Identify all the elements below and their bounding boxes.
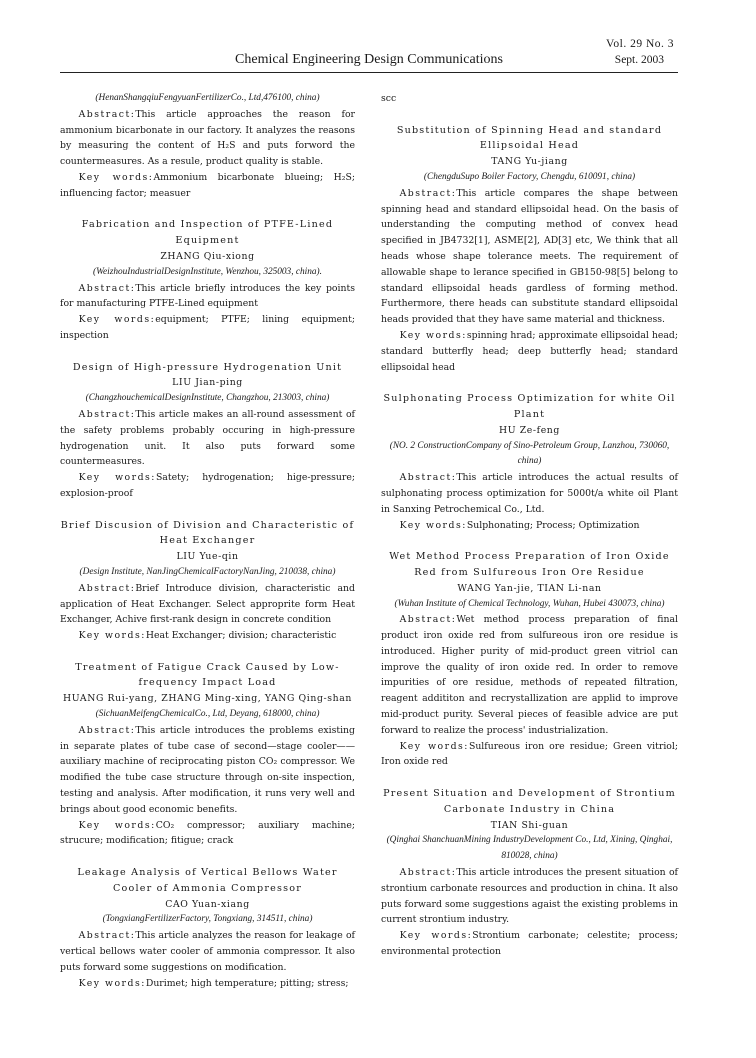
article-title: Leakage Analysis of Vertical Bellows Water Cooler of Ammonia Compressor — [77, 867, 338, 894]
abstract — [60, 723, 355, 818]
affiliation: (Wuhan Institute of Chemical Technology, Wuhan, Hubei 430073, china) — [394, 598, 665, 609]
keywords-text: Strontium carbonate; celestite; process; environmental protection — [381, 930, 678, 958]
abstract-text: This article introduces the problems existing in separate plates of tube case of second—stage cooler——auxiliary machine of reciprocating piston CO₂ compressor. We modified the tube case structure through on-site inspection, testing and analysis. After modification, it runs very well and brings about good economic benefits. — [60, 724, 355, 815]
keywords — [60, 312, 355, 344]
abstract — [60, 107, 355, 170]
article-entry — [60, 660, 355, 850]
abstract-label: Abstract: — [399, 867, 457, 879]
article-author: WANG Yan-jie, TIAN Li-nan — [457, 582, 602, 594]
keywords — [60, 170, 355, 202]
keywords-text: Satety; hydrogenation; hige-pressure; explosion-proof — [60, 472, 355, 499]
volume-issue: Vol. 29 No. 3 — [606, 38, 674, 50]
affiliation: (TongxiangFertilizerFactory, Tongxiang, 314511, china) — [102, 914, 313, 925]
abstract-text: This article approaches the reason for ammonium bicarbonate in our factory. It analyzes the reasons by measuring the content of H₂S and puts forword the countermeasures. As a resule, product quality is stable. — [60, 108, 355, 168]
affiliation: (Design Institute, NanJingChemicalFactoryNanJing, 210038, china) — [79, 566, 336, 577]
abstract-text: This article analyzes the reason for leakage of vertical bellows water cooler of ammonia compressor. It also puts forward some suggestions on modification. — [60, 930, 355, 973]
abstract-label: Abstract: — [78, 582, 136, 594]
abstract-text: This article compares the shape between spinning head and standard ellipsoidal head. On the basis of understanding the computing method of convex head specified in JB4732[1], ASME[2], AD[3] etc, We think that all heads whose shape tolerance meets. The requirement of allowable shape to lerance specified in GB150-98[5] belong to standard ellipsoidal heads gardless of forming method. Furthermore, there heads can substitute standard ellipsoidal heads provided that they have same material and thickness. — [381, 187, 678, 326]
keywords-text: CO₂ compressor; auxiliary machine; strucure; modification; fitigue; crack — [60, 819, 355, 847]
article-entry — [381, 786, 678, 960]
keywords — [381, 328, 678, 375]
left-column — [60, 91, 355, 991]
abstract-text: This article briefly introduces the key points for manufacturing PTFE-Lined equipment — [60, 282, 355, 310]
keywords — [60, 470, 355, 502]
keywords-label: Key words: — [399, 740, 469, 752]
article-author: CAO Yuan-xiang — [165, 898, 250, 910]
keywords — [60, 976, 355, 992]
abstract-label: Abstract: — [399, 614, 457, 626]
article-title: Sulphonating Process Optimization for white Oil Plant — [383, 393, 676, 420]
keywords-text: Sulfureous iron ore residue; Green vitriol; Iron oxide red — [381, 740, 678, 768]
article-title: Present Situation and Development of Strontium Carbonate Industry in China — [383, 788, 676, 815]
abstract-label: Abstract: — [78, 930, 136, 942]
keywords-label: Key words: — [78, 314, 156, 326]
article-author: LIU Yue-qin — [176, 551, 239, 563]
affiliation: (ChengduSupo Boiler Factory, Chengdu, 610091, china) — [423, 171, 636, 182]
affiliation: (ChangzhouchemicalDesignInstitute, Changzhou, 213003, china) — [85, 393, 330, 404]
abstract-text: Brief Introduce division, characteristic and application of Heat Exchanger. Select approprite form Heat Exchanger, Achive first-rank design in concrete condition — [60, 582, 355, 626]
article-title: Substitution of Spinning Head and standard Ellipsoidal Head — [396, 124, 663, 152]
affiliation: (WeizhouIndustrialDesignInstitute, Wenzhou, 325003, china). — [93, 266, 322, 277]
abstract — [60, 581, 355, 628]
article-entry — [381, 549, 678, 770]
abstract-label: Abstract: — [78, 108, 136, 120]
article-entry — [381, 123, 678, 376]
abstract — [381, 865, 678, 928]
keywords — [381, 739, 678, 771]
keywords-text: Durimet; high temperature; pitting; stress; — [145, 977, 349, 989]
right-column — [381, 91, 678, 960]
article-entry — [60, 360, 355, 502]
abstract-label: Abstract: — [78, 724, 136, 736]
article-author: HU Ze-feng — [499, 424, 560, 436]
keywords-label: Key words: — [399, 930, 473, 942]
article-entry — [60, 518, 355, 644]
article-author: ZHANG Qiu-xiong — [160, 250, 255, 262]
abstract — [60, 928, 355, 975]
abstract-label: Abstract: — [78, 408, 136, 420]
journal-title: Chemical Engineering Design Communications — [235, 52, 503, 67]
page-header — [60, 38, 678, 73]
keywords-text: Heat Exchanger; division; characteristic — [145, 630, 337, 642]
abstract — [381, 612, 678, 738]
affiliation: (Qinghai ShanchuanMining IndustryDevelopment Co., Ltd, Xining, Qinghai, 810028, china) — [386, 835, 673, 862]
affiliation: (SichuanMeifengChemicalCo., Ltd, Deyang, 618000, china) — [95, 709, 320, 720]
keywords — [381, 518, 678, 534]
keywords-label: Key words: — [78, 977, 146, 989]
keywords-text: spinning hrad; approximate ellipsoidal head; standard butterfly head; deep butterfly head; standard ellipsoidal head — [381, 329, 678, 373]
keywords-continuation: scc — [381, 93, 397, 104]
abstract — [381, 186, 678, 328]
abstract — [60, 281, 355, 313]
abstract-text: This article makes an all-round assessment of the safety problems probably occuring in high-pressure hydrogenation unit. It also puts forward some countermeasures. — [60, 408, 355, 468]
keywords-label: Key words: — [78, 171, 154, 183]
keywords-label: Key words: — [78, 630, 146, 642]
abstract-text: This article introduces the actual results of sulphonating process optimization for 5000t/a white oil Plant in Sanxing Petrochemical Co., Ltd. — [381, 472, 678, 515]
abstract-text: This article introduces the present situation of strontium carbonate resources and production in china. It also puts forward some suggestions agaist the existing problems in current strontium industry. — [381, 867, 678, 926]
keywords-text: Ammonium bicarbonate blueing; H₂S; influencing factor; measuer — [60, 171, 355, 199]
article-title: Wet Method Process Preparation of Iron Oxide Red from Sulfureous Iron Ore Residue — [389, 551, 670, 578]
article-title: Design of High-pressure Hydrogenation Unit — [72, 361, 343, 373]
keywords — [60, 628, 355, 644]
article-author: LIU Jian-ping — [172, 377, 243, 389]
article-title: Treatment of Fatigue Crack Caused by Low-frequency Impact Load — [75, 661, 340, 689]
abstract-text: Wet method process preparation of final product iron oxide red from sulfureous iron ore residue is introduced. Higher purity of mid-product green vitriol can improve the quality of iron oxide red. In order to remove impurities of ore residue, methods of repeated filtration, reagent addititon and recrystallization are applid to improve mid-product purity. Several pieces of feasible advice are put forward to realize the process' industrialization. — [381, 614, 678, 736]
abstract-label: Abstract: — [78, 282, 136, 294]
keywords-text: equipment; PTFE; lining equipment; inspection — [60, 314, 355, 341]
keywords-label: Key words: — [399, 329, 467, 341]
abstract — [381, 470, 678, 517]
abstract-label: Abstract: — [399, 472, 457, 484]
keywords-text: Sulphonating; Process; Optimization — [466, 519, 640, 531]
article-entry — [381, 391, 678, 533]
keywords-label: Key words: — [78, 819, 156, 831]
keywords-label: Key words: — [399, 519, 467, 531]
article-title: Fabrication and Inspection of PTFE-Lined Equipment — [81, 219, 334, 247]
keywords — [381, 928, 678, 960]
affiliation: (NO. 2 ConstructionCompany of Sino-Petroleum Group, Lanzhou, 730060, china) — [389, 440, 670, 467]
keywords — [60, 818, 355, 850]
article-author: HUANG Rui-yang, ZHANG Ming-xing, YANG Qing-shan — [63, 693, 352, 705]
article-entry — [60, 91, 355, 202]
abstract-label: Abstract: — [399, 187, 457, 199]
article-entry — [60, 865, 355, 991]
affiliation: (HenanShangqiuFengyuanFertilizerCo., Ltd,476100, china) — [95, 93, 320, 103]
article-entry — [60, 217, 355, 343]
article-author: TIAN Shi-guan — [490, 819, 569, 831]
keywords-label: Key words: — [78, 472, 156, 484]
abstract — [60, 407, 355, 470]
article-author: TANG Yu-jiang — [491, 156, 568, 168]
article-title: Brief Discusion of Division and Characteristic of Heat Exchanger — [60, 519, 355, 547]
issue-date: Sept. 2003 — [614, 54, 664, 66]
